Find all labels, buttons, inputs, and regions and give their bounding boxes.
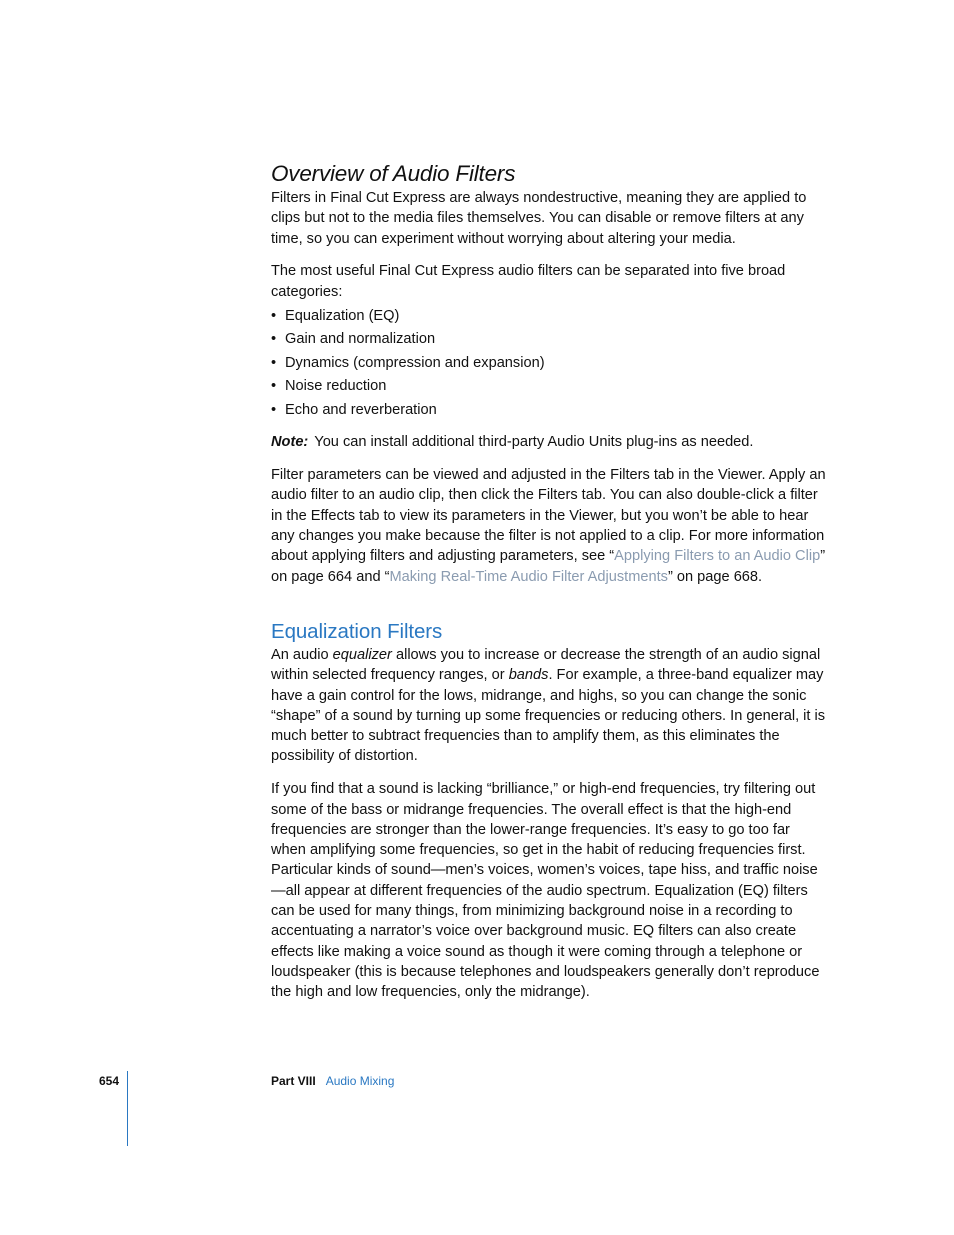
list-item: • Dynamics (compression and expansion) — [271, 353, 827, 373]
list-item: • Echo and reverberation — [271, 400, 827, 420]
paragraph-text: ” on page 668. — [667, 568, 763, 585]
paragraph-text: Filter parameters can be viewed and adjusted in the Filters tab in the Viewer. Apply an audio filter to an audio clip, then click the Filters tab. You can also double-click a filter in the Effects tab to view its parameters in the Viewer, but you won’t be able to hear any changes you make because the filter is not applied to a clip. For more information about applying filters and adjusting parameters, see “ — [271, 467, 826, 565]
link-realtime-adjustments[interactable]: Making Real-Time Audio Filter Adjustments — [389, 568, 668, 585]
note-text: You can install additional third-party Audio Units plug-ins as needed. — [314, 434, 754, 451]
part-label: Part VIII — [271, 1074, 316, 1088]
paragraph-text: . For example, a three-band equalizer may have a gain control for the lows, midrange, and highs, so you can change the sonic “shape” of a sound by turning up some frequencies or reducing others. In general, it is much better to subtract frequencies than to amplify them, as this eliminates the possibility of distortion. — [271, 667, 826, 765]
page-content — [271, 160, 827, 1002]
list-item: • Gain and normalization — [271, 329, 827, 349]
term-bands: bands — [508, 667, 549, 684]
overview-paragraph-3 — [271, 465, 827, 587]
equalization-paragraph-1 — [271, 645, 827, 767]
list-item: • Equalization (EQ) — [271, 306, 827, 326]
section-title-overview: Overview of Audio Filters — [271, 161, 516, 186]
part-title: Audio Mixing — [325, 1074, 395, 1088]
equalization-paragraph-2: If you find that a sound is lacking “brilliance,” or high-end frequencies, try filtering out some of the bass or midrange frequencies. The overall effect is that the high-end frequencies are stronger than the lower-range frequencies. It’s easy to go too far when amplifying some frequencies, so get in the habit of reducing frequencies first. Particular kinds of sound—men’s voices, women’s voices, tape hiss, and traffic noise—all appear at different frequencies of the audio spectrum. Equalization (EQ) filters can be used for many things, from minimizing background noise in a recording to accentuating a narrator’s voice over background music. EQ filters can also create effects like making a voice sound as though it were coming through a telephone or loudspeaker (this is because telephones and loudspeakers generally don’t reproduce the high and low frequencies, only the midrange). — [271, 781, 820, 1001]
overview-paragraph-1: Filters in Final Cut Express are always nondestructive, meaning they are applied to clips but not to the media files themselves. You can disable or remove filters at any time, so you can experiment without worrying about altering your media. — [271, 190, 807, 247]
section-title-equalization: Equalization Filters — [271, 619, 443, 643]
paragraph-text: An audio — [271, 646, 333, 663]
filter-categories-list — [271, 306, 827, 420]
term-equalizer: equalizer — [332, 646, 392, 663]
footer-part — [271, 1074, 394, 1088]
link-applying-filters[interactable]: Applying Filters to an Audio Clip — [614, 548, 821, 565]
overview-paragraph-2: The most useful Final Cut Express audio filters can be separated into five broad categories: — [271, 263, 786, 300]
list-item: • Noise reduction — [271, 376, 827, 396]
footer-divider — [127, 1071, 128, 1146]
note-paragraph — [271, 432, 827, 452]
page-number: 654 — [99, 1074, 120, 1088]
paragraph-text: ” on page 664 and “ — [271, 548, 826, 585]
note-label: Note: — [271, 434, 309, 451]
paragraph-text: allows you to increase or decrease the strength of an audio signal within selected frequency ranges, or — [271, 646, 821, 684]
